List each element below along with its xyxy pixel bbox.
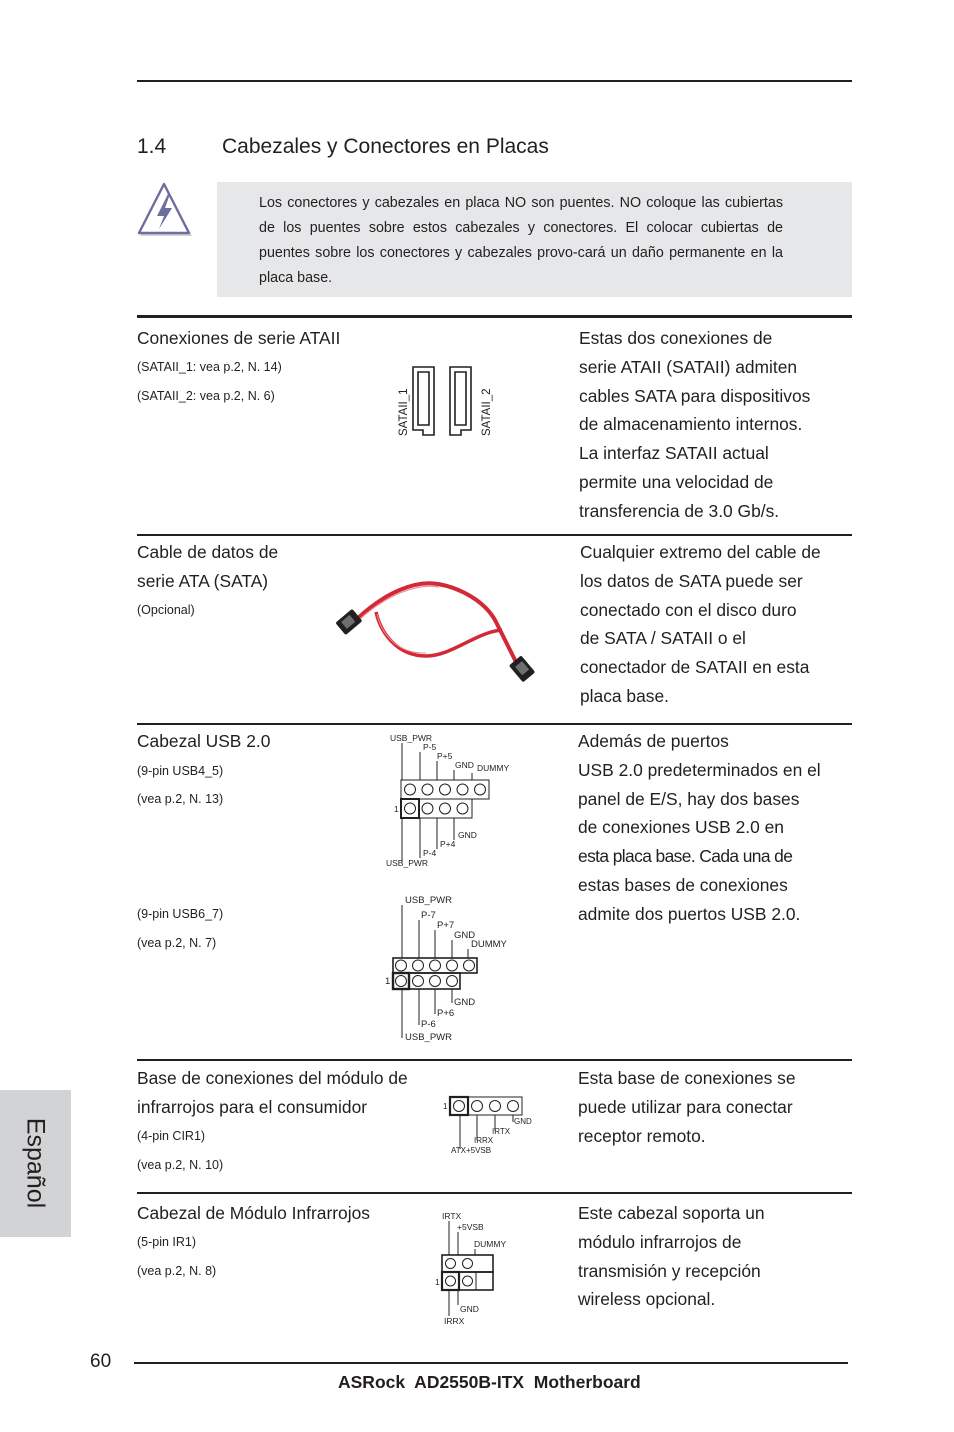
language-tab-label: Español: [21, 1117, 50, 1209]
usb-title: Cabezal USB 2.0: [137, 731, 271, 751]
usb-ref-1a: (9-pin USB4_5): [137, 764, 224, 778]
svg-text:P+6: P+6: [437, 1008, 455, 1019]
page-number: 60: [90, 1351, 112, 1372]
ir-ref-1: (5-pin IR1): [137, 1235, 197, 1249]
svg-text:GND: GND: [458, 830, 477, 840]
svg-text:P-6: P-6: [421, 1019, 436, 1030]
svg-text:USB_PWR: USB_PWR: [390, 733, 433, 743]
svg-text:GND: GND: [514, 1117, 532, 1126]
svg-text:P+7: P+7: [437, 920, 455, 931]
svg-text:P+4: P+4: [440, 839, 456, 849]
usb-header-1-diagram: [380, 730, 510, 870]
section-divider: [137, 1192, 852, 1194]
usb-ref-2a: (9-pin USB6_7): [137, 907, 224, 921]
warning-triangle-icon: [137, 183, 195, 241]
footer-rule: [134, 1362, 848, 1364]
svg-text:DUMMY: DUMMY: [474, 1239, 507, 1249]
top-rule: [137, 80, 852, 82]
svg-text:USB_PWR: USB_PWR: [405, 895, 452, 906]
svg-text:1: 1: [443, 1102, 448, 1111]
svg-text:IRRX: IRRX: [444, 1316, 465, 1326]
usb-ref-2b: (vea p.2, N. 7): [137, 936, 217, 950]
section-number: 1.4: [137, 135, 167, 158]
svg-text:1: 1: [385, 976, 391, 987]
sata-description: Estas dos conexiones de serie ATAII (SATAII) admiten cables SATA para dispositivos de almacenamiento internos. La interfaz SATAII actual permite una velocidad de transferencia de 3.0 Gb/s.: [579, 328, 811, 521]
cir-title-line-2: infrarrojos para el consumidor: [137, 1097, 368, 1117]
section-divider: [137, 1059, 852, 1061]
cir-ref-2: (vea p.2, N. 10): [137, 1158, 224, 1172]
sata-label-1: SATAII_1: [398, 388, 410, 436]
svg-text:GND: GND: [455, 760, 474, 770]
ir-header-diagram: [430, 1208, 520, 1328]
svg-text:DUMMY: DUMMY: [477, 763, 510, 773]
svg-text:+5VSB: +5VSB: [457, 1222, 484, 1232]
sata-ref-1: (SATAII_1: vea p.2, N. 14): [137, 360, 282, 374]
cable-title-line-2: serie ATA (SATA): [137, 571, 269, 591]
cir-header-diagram: [440, 1093, 536, 1159]
cable-title-line-1: Cable de datos de: [137, 542, 279, 562]
sata-ref-2: (SATAII_2: vea p.2, N. 6): [137, 389, 275, 403]
svg-text:1: 1: [394, 804, 399, 814]
ir-description: Este cabezal soporta un módulo infrarrojos de transmisión y recepción wireless opcional.: [578, 1203, 765, 1310]
cir-title-line-1: Base de conexiones del módulo de: [137, 1068, 408, 1088]
svg-text:ATX+5VSB: ATX+5VSB: [451, 1146, 492, 1155]
cir-description: Esta base de conexiones se puede utilizar para conectar receptor remoto.: [578, 1068, 796, 1146]
ir-title: Cabezal de Módulo Infrarrojos: [137, 1203, 370, 1223]
svg-text:IRTX: IRTX: [492, 1127, 511, 1136]
sata-title: Conexiones de serie ATAII: [137, 328, 341, 348]
usb-header-2-diagram: [383, 893, 507, 1045]
sata-connectors-diagram: [392, 362, 498, 440]
sata-cable-image: [326, 574, 536, 688]
svg-text:P-7: P-7: [421, 910, 436, 921]
svg-text:DUMMY: DUMMY: [471, 939, 507, 950]
svg-text:IRRX: IRRX: [474, 1136, 494, 1145]
svg-text:IRTX: IRTX: [442, 1211, 462, 1221]
svg-text:USB_PWR: USB_PWR: [405, 1032, 452, 1043]
cable-note: (Opcional): [137, 603, 195, 617]
svg-text:GND: GND: [454, 997, 476, 1008]
svg-text:USB_PWR: USB_PWR: [386, 858, 429, 868]
svg-text:P-4: P-4: [423, 848, 437, 858]
cir-ref-1: (4-pin CIR1): [137, 1129, 206, 1143]
svg-text:P+5: P+5: [437, 751, 453, 761]
section-title: Cabezales y Conectores en Placas: [222, 135, 549, 158]
cable-description: Cualquier extremo del cable de los datos de SATA puede ser conectado con el disco duro de SATA / SATAII o el conectador de SATAII en esta placa base.: [580, 542, 821, 706]
ir-ref-2: (vea p.2, N. 8): [137, 1264, 217, 1278]
usb-description: Además de puertos USB 2.0 predeterminados en el panel de E/S, hay dos bases de conexiones USB 2.0 en esta placa base. Cada una de estas bases de conexiones admite dos puertos USB 2.0.: [578, 731, 821, 924]
svg-text:P-5: P-5: [423, 742, 437, 752]
sata-label-2: SATAII_2: [481, 388, 493, 436]
footer-text: ASRock AD2550B-ITX Motherboard: [338, 1372, 641, 1392]
section-divider: [137, 723, 852, 725]
usb-ref-1b: (vea p.2, N. 13): [137, 792, 224, 806]
section-divider: [137, 315, 852, 318]
svg-text:GND: GND: [460, 1304, 479, 1314]
svg-text:1: 1: [435, 1277, 440, 1287]
section-divider: [137, 534, 852, 536]
warning-text: Los conectores y cabezales en placa NO son puentes. NO coloque las cubiertas de los puentes sobre estos cabezales y conectores. El colocar cubiertas de puentes sobre los conectores y cabezales provo-cará un daño permanente en la placa base.: [259, 195, 783, 286]
svg-text:GND: GND: [454, 930, 476, 941]
